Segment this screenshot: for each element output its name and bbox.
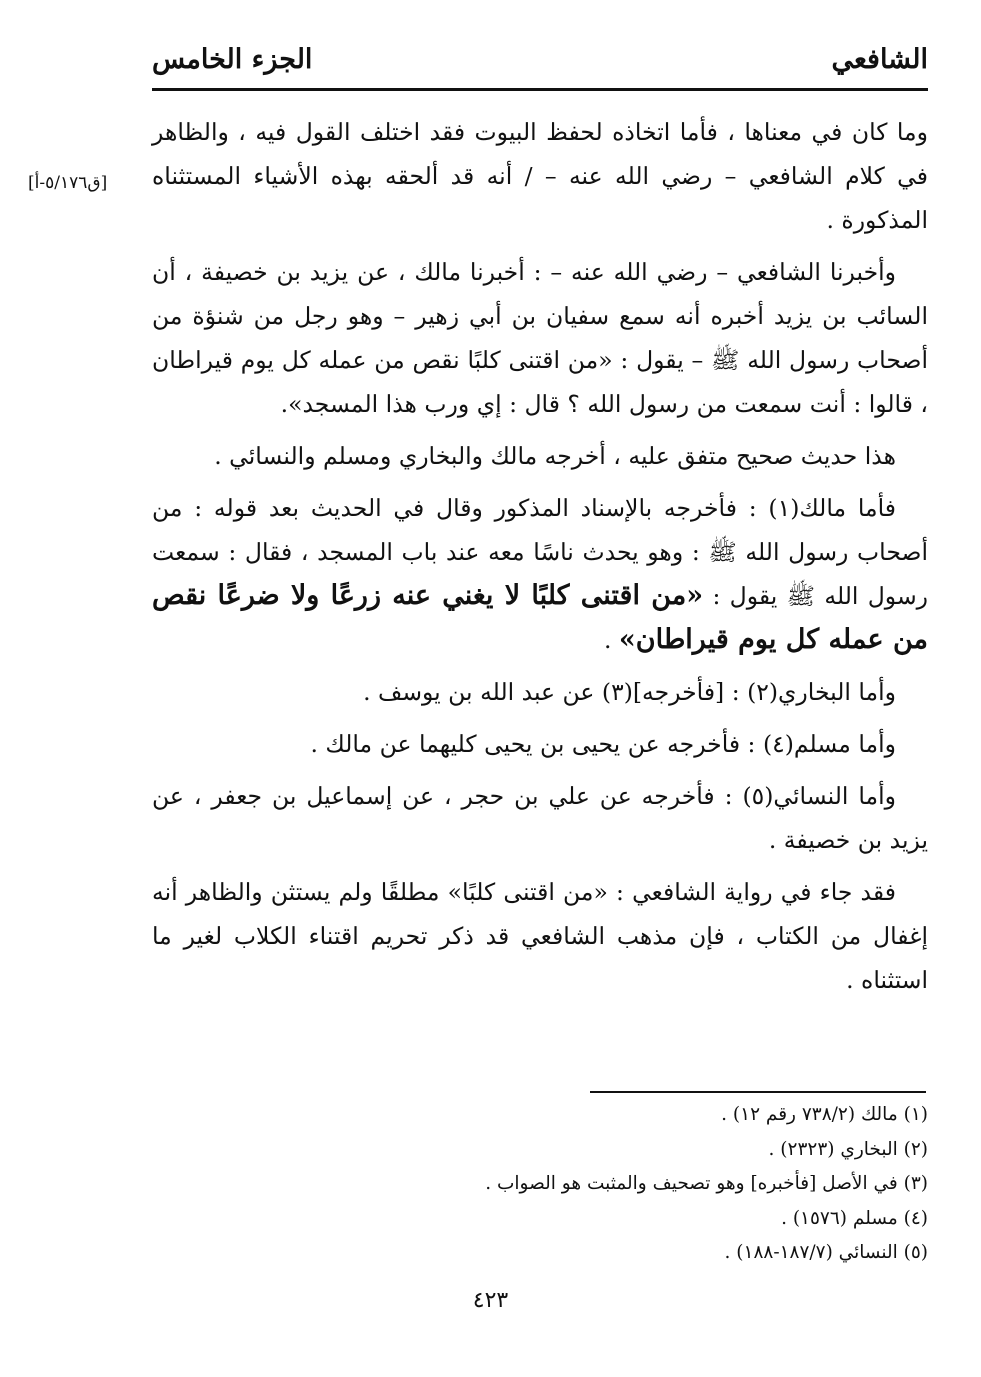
paragraph-4-start: فأما مالك(١) : فأخرجه بالإسناد المذكور وقال في الحديث بعد قوله : من أصحاب رسول الله ﷺ : وهو يحدث ناسًا معه عند باب المسجد ، فقال : سمعت رسول الله ﷺ يقول : <box>152 494 928 610</box>
footnote-4: (٤) مسلم (١٥٧٦) . <box>781 1207 928 1229</box>
paragraph-8: فقد جاء في رواية الشافعي : «من اقتنى كلبًا» مطلقًا ولم يستثن والظاهر أنه إغفال من الكتاب ، فإن مذهب الشافعي قد ذكر تحريم اقتناء الكلاب لغير ما استثناه . <box>152 878 928 994</box>
paragraph-1: وما كان في معناها ، فأما اتخاذه لحفظ البيوت فقد اختلف القول فيه ، والظاهر في كلام الشافعي – رضي الله عنه – / أنه قد ألحقه بهذه الأشياء المستثناه المذكورة . <box>152 118 928 234</box>
footnote-1: (١) مالك (٧٣٨/٢ رقم ١٢) . <box>721 1104 928 1125</box>
manuscript-folio-note: [ق٥/١٧٦-أ] <box>28 173 108 193</box>
running-header <box>152 38 928 91</box>
paragraph-7: وأما النسائي(٥) : فأخرجه عن علي بن حجر ، عن إسماعيل بن جعفر ، عن يزيد بن خصيفة . <box>152 782 928 854</box>
main-text <box>152 110 928 1010</box>
footnote-separator <box>590 1091 926 1093</box>
footnote-2: (٢) البخاري (٢٣٢٣) . <box>768 1138 928 1160</box>
footnotes <box>152 1098 928 1271</box>
footnote-3: (٣) في الأصل [فأخبره] وهو تصحيف والمثبت هو الصواب . <box>485 1173 928 1194</box>
paragraph-6: وأما مسلم(٤) : فأخرجه عن يحيى بن يحيى كليهما عن مالك . <box>310 730 896 758</box>
paragraph-2: وأخبرنا الشافعي – رضي الله عنه – : أخبرنا مالك ، عن يزيد بن خصيفة ، أن السائب بن يزيد أخبره أنه سمع سفيان بن أبي زهير – وهو رجل من شنؤة من أصحاب رسول الله ﷺ – يقول : «من اقتنى كلبًا نقص من عمله كل يوم قيراطان ، قالوا : أنت سمعت من رسول الله ؟ قال : إي ورب هذا المسجد». <box>152 258 928 418</box>
page-number: ٤٢٣ <box>472 1288 509 1313</box>
header-book-title: الشافعي <box>831 44 928 75</box>
paragraph-4-end: . <box>603 626 619 654</box>
header-volume-title: الجزء الخامس <box>152 44 313 75</box>
paragraph-3: هذا حديث صحيح متفق عليه ، أخرجه مالك والبخاري ومسلم والنسائي . <box>214 442 896 470</box>
paragraph-4 <box>152 486 928 662</box>
hadith-emphasis: «من اقتنى كلبًا لا يغني عنه زرعًا ولا ضرعًا نقص من عمله كل يوم قيراطان» <box>152 580 928 655</box>
footnote-5: (٥) النسائي (١٨٧/٧-١٨٨) . <box>724 1242 928 1263</box>
paragraph-5: وأما البخاري(٢) : [فأخرجه](٣) عن عبد الله بن يوسف . <box>363 678 896 706</box>
